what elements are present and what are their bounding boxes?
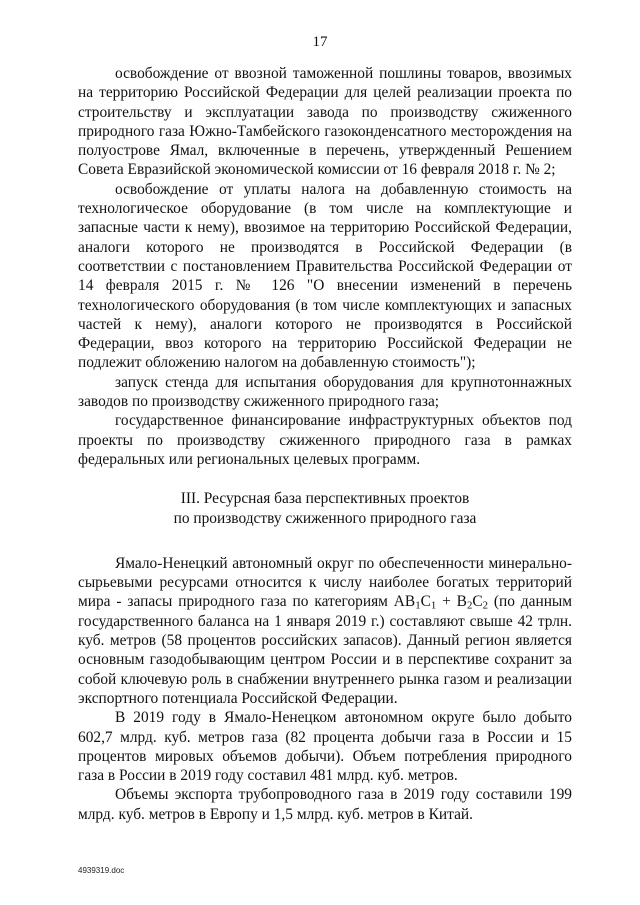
paragraph-export-2019: Объемы экспорта трубопроводного газа в 2019 году составили 199 млрд. куб. метров в Европу и 1,5 млрд. куб. метров в Китай.	[78, 786, 572, 823]
section-heading	[78, 489, 572, 528]
paragraph-production-2019: В 2019 году в Ямало-Ненецком автономном округе было добыто 602,7 млрд. куб. метров газа (82 процента добычи газа в России и 15 процентов мировых объемов добычи). Объем потребления природного газа в России в 2019 году составил 481 млрд. куб. метров.	[78, 709, 572, 785]
section-heading-line2: по производству сжиженного природного газа	[173, 509, 477, 527]
document-id: 4939319.doc	[78, 866, 125, 875]
paragraph-customs-exemption: освобождение от ввозной таможенной пошлины товаров, ввозимых на территорию Российской Федерации для целей реализации проекта по строительству и эксплуатации завода по производству сжиженного природного газа Южно-Тамбейского газоконденсатного месторождения на полуострове Ямал, включенные в перечень, утвержденный Решением Совета Евразийской экономической комиссии от 16 февраля 2018 г. № 2;	[78, 65, 572, 179]
subscript: 1	[430, 600, 437, 613]
reserves-text-5: (по данным государственного баланса на 1 января 2019 г.) составляют свыше 42 трлн. куб. метров (58 процентов российских запасов). Данный регион является основным газодобывающим центром России и в перспективе сохранит за собой ключевую роль в снабжении внутреннего рынка газом и реализации экспортного потенциала Российской Федерации.	[78, 593, 573, 707]
subscript: 1	[415, 600, 421, 613]
subscript: 2	[466, 600, 473, 613]
document-body	[78, 64, 572, 824]
paragraph-state-financing: государственное финансирование инфраструктурных объектов под проекты по производству сжиженного природного газа в рамках федеральных или региональных целевых программ.	[78, 412, 572, 468]
section-heading-line1: III. Ресурсная база перспективных проектов	[180, 490, 470, 508]
reserves-text-2: C	[420, 593, 431, 611]
reserves-text-1: Ямало-Ненецкий автономный округ по обеспеченности минерально-сырьевыми ресурсами относится к числу наиболее богатых территорий мира - запасы природного газа по категориям AB	[78, 554, 572, 611]
reserves-text-4: C	[472, 593, 483, 611]
reserves-text-3: + B	[436, 593, 467, 611]
subscript: 2	[482, 600, 488, 613]
paragraph-test-stand: запуск стенда для испытания оборудования для крупнотоннажных заводов по производству сжиженного природного газа;	[78, 373, 572, 411]
paragraph-reserves	[78, 554, 572, 708]
paragraph-vat-exemption: освобождение от уплаты налога на добавленную стоимость на технологическое оборудование (в том числе на комплектующие и запасные части к нему), ввозимое на территорию Российской Федерации, аналоги которого не производятся в Российской Федерации (в соответствии с постановлением Правительства Российской Федерации от 14 февраля 2015 г. № 126 "О внесении изменений в перечень технологического оборудования (в том числе комплектующих и запасных частей к нему), аналоги которого не производятся в Российской Федерации, ввоз которого на территорию Российской Федерации не подлежит обложению налогом на добавленную стоимость");	[78, 180, 572, 372]
page-number: 17	[312, 34, 328, 50]
